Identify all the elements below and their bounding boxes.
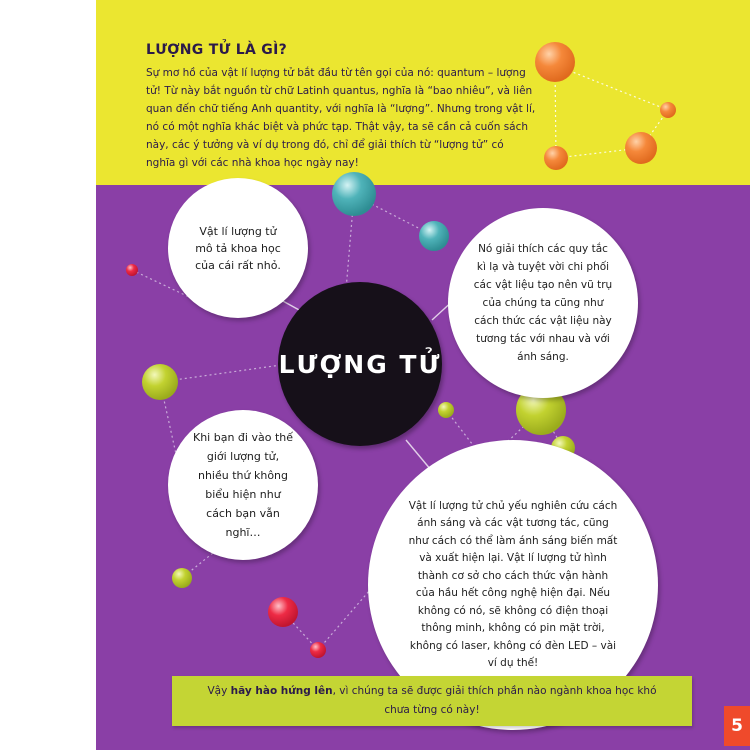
page-spread — [96, 0, 750, 750]
bubble-world-text: Khi bạn đi vào thế giới lượng tử, nhiều thứ không biểu hiện như cách bạn vẫn nghĩ… — [193, 431, 293, 539]
bubble-technology-text: Vật lí lượng tử chủ yếu nghiên cứu cách ánh sáng và các vật tương tác, cũng như cách có thể làm ánh sáng biến mất và xuất hiện lại. Vật lí lượng tử hình thành cơ sở cho cách thức vận hành của hầu hết công nghệ hiện đại. Nếu không có nó, sẽ không có điện thoại thông minh, không có pin mặt trời, không có laser, không có đèn LED – vài ví dụ thế! — [408, 499, 618, 669]
bubble-describes-text: Vật lí lượng tử mô tả khoa học của cái rất nhỏ. — [195, 224, 281, 272]
footer-text — [197, 682, 667, 720]
footer-emphasis: hãy hào hứng lên — [230, 685, 333, 697]
center-circle — [278, 282, 442, 446]
bubble-rules — [448, 208, 638, 398]
bubble-world — [168, 410, 318, 560]
center-label: LƯỢNG TỬ — [278, 349, 442, 379]
bubble-rules-text: Nó giải thích các quy tắc kì lạ và tuyệt vời chi phối các vật liệu tạo nên vũ trụ của chúng ta cũng như cách thức các vật liệu này tương tác với nhau và với ánh sáng. — [473, 243, 613, 363]
bubble-describes — [168, 178, 308, 318]
footer-prefix: Vậy — [207, 685, 231, 697]
footer-callout — [172, 676, 692, 726]
page-number: 5 — [724, 706, 750, 746]
footer-suffix: , vì chúng ta sẽ được giải thích phần nào ngành khoa học khó chưa từng có này! — [332, 685, 657, 716]
intro-heading: LƯỢNG TỬ LÀ GÌ? — [146, 42, 287, 58]
intro-paragraph: Sự mơ hồ của vật lí lượng tử bắt đầu từ tên gọi của nó: quantum – lượng tử! Từ này bắt nguồn từ chữ Latinh quantus, nghĩa là “bao nhiêu”, và liên quan đến chữ tiếng Anh quantity, với nghĩa là “lượng”. Nhưng trong vật lí, nó có một nghĩa khác biệt và phức tạp. Thật vậy, ta sẽ cần cả cuốn sách này, các ý tưởng và ví dụ trong đó, chỉ để giải thích từ “lượng tử” có nghĩa gì với các nhà khoa học ngày nay! — [146, 67, 536, 169]
